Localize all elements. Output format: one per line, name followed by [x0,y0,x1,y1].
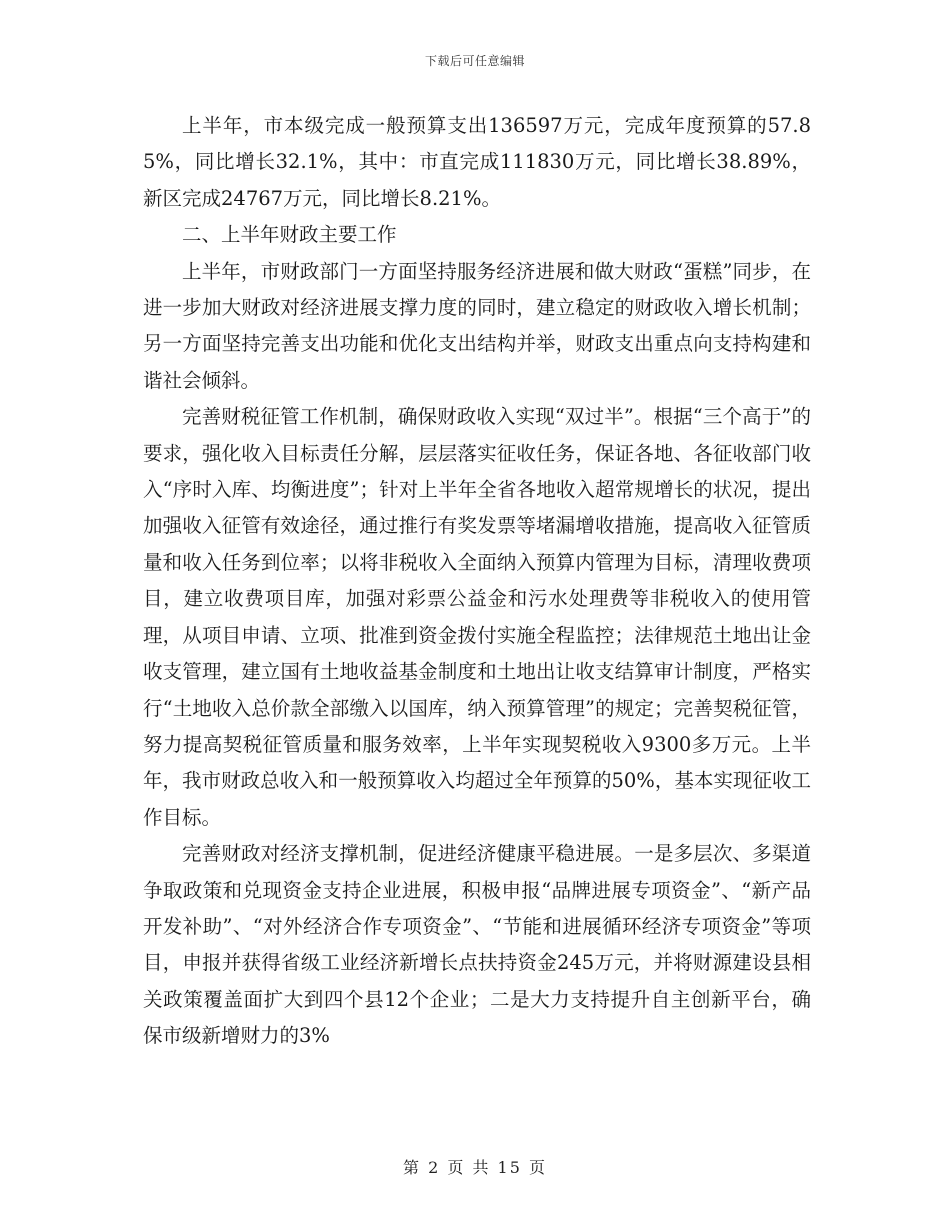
document-body [143,108,811,1055]
section-heading-main-work: 二、上半年财政主要工作 [182,223,397,247]
paragraph-work-overview: 上半年，市财政部门一方面坚持服务经济进展和做大财政“蛋糕”同步，在进一步加大财政对经济进展支撑力度的同时，建立稳定的财政收入增长机制；另一方面坚持完善支出功能和优化支出结构并举，财政支出重点向支持构建和谐社会倾斜。 [143,259,811,392]
page-header-note: 下载后可任意编辑 [424,54,525,68]
paragraph-economic-support: 完善财政对经济支撑机制，促进经济健康平稳进展。一是多层次、多渠道争取政策和兑现资金支持企业进展，积极申报“品牌进展专项资金”、“新产品开发补助”、“对外经济合作专项资金”、“节能和进展循环经济专项资金”等项目，申报并获得省级工业经济新增长点扶持资金245万元，并将财源建设县相关政策覆盖面扩大到四个县12个企业；二是大力支持提升自主创新平台，确保市级新增财力的3% [143,842,811,1048]
paragraph-tax-collection: 完善财税征管工作机制，确保财政收入实现“双过半”。根据“三个高于”的要求，强化收入目标责任分解，层层落实征收任务，保证各地、各征收部门收入“序时入库、均衡进度”；针对上半年全省各地收入超常规增长的状况，提出加强收入征管有效途径，通过推行有奖发票等堵漏增收措施，提高收入征管质量和收入任务到位率；以将非税收入全面纳入预算内管理为目标，清理收费项目，建立收费项目库，加强对彩票公益金和污水处理费等非税收入的使用管理，从项目申请、立项、批准到资金拨付实施全程监控；法律规范土地出让金收支管理，建立国有土地收益基金制度和土地出让收支结算审计制度，严格实行“土地收入总价款全部缴入以国库，纳入预算管理”的规定；完善契税征管，努力提高契税征管质量和服务效率，上半年实现契税收入9300多万元。上半年，我市财政总收入和一般预算收入均超过全年预算的50%，基本实现征收工作目标。 [143,405,811,829]
page-number-footer: 第 2 页 共 15 页 [403,1158,547,1177]
paragraph-expenditure-summary: 上半年，市本级完成一般预算支出136597万元，完成年度预算的57.85%，同比增长32.1%，其中：市直完成111830万元，同比增长38.89%，新区完成24767万元，同比增长8.21%。 [143,114,811,210]
